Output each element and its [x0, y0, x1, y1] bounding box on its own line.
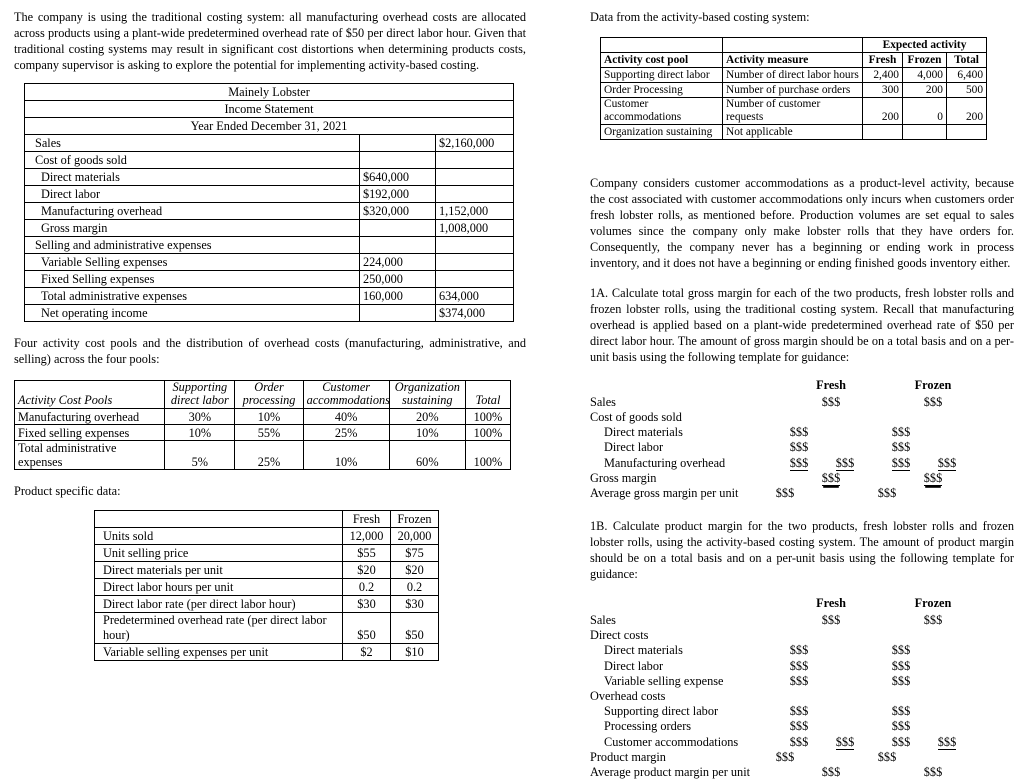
table-row: [15, 440, 511, 469]
template-1b-header-spacer: [590, 596, 762, 612]
acp-row-value: 60%: [389, 440, 465, 469]
abc-row-frozen: 0: [903, 97, 947, 124]
income-row-col1: $640,000: [359, 168, 435, 185]
template-row-label: Manufacturing overhead: [604, 455, 726, 470]
template-row-label: Direct labor: [604, 440, 664, 455]
table-row: [95, 578, 439, 595]
income-row-col1: $192,000: [359, 185, 435, 202]
template-amount-placeholder: $$$: [789, 734, 809, 749]
intro-paragraph: The company is using the traditional costing system: all manufacturing overhead costs are allocated across products using a plant-wide predetermined overhead rate of $50 per direct labor hour. Given that traditional costing systems may result in significant cost distortions when determining products costs, company supervisor is asking to explore the potential for implementing activity-based costing.: [14, 10, 526, 72]
acp-row-value: 25%: [303, 424, 389, 440]
template-row: [590, 471, 1014, 486]
abc-header-activity-cost-pool: Activity cost pool: [601, 52, 723, 67]
right-column: [590, 10, 1014, 780]
income-row-label: Fixed Selling expenses: [25, 270, 360, 287]
abc-row-total: 6,400: [947, 67, 987, 82]
template-fresh-col-b: [822, 735, 868, 750]
template-amount-placeholder: $$$: [891, 643, 911, 658]
psd-row-name: Direct materials per unit: [95, 561, 343, 578]
template-row-label: Direct materials: [604, 425, 683, 440]
template-frozen-col-a: [878, 456, 924, 471]
acp-row-name: Total administrative expenses: [15, 440, 165, 469]
table-row: [15, 424, 511, 440]
abc-expected-activity-table: [600, 37, 987, 140]
abc-row-fresh: 200: [863, 97, 903, 124]
template-fresh-col-a: [776, 674, 822, 689]
psd-row-value: $10: [391, 643, 439, 660]
income-row-col1: 160,000: [359, 287, 435, 304]
psd-row-value: 12,000: [343, 527, 391, 544]
abc-caption: Data from the activity-based costing system:: [590, 10, 810, 24]
template-row: [590, 659, 1014, 674]
template-amount-placeholder: $$$: [891, 658, 911, 673]
template-frozen-col-a: [864, 486, 910, 501]
income-statement-rows: [25, 134, 514, 321]
table-row: [25, 202, 514, 219]
template-row-label: Direct costs: [590, 628, 649, 643]
income-row-label: Total administrative expenses: [25, 287, 360, 304]
acp-header-row: [15, 380, 511, 408]
template-row: [590, 410, 1014, 425]
abc-row-fresh: 2,400: [863, 67, 903, 82]
abc-row-pool: Order Processing: [601, 82, 723, 97]
template-1b-header-fresh-a: [762, 596, 808, 612]
template-amount-placeholder: $$$: [789, 704, 809, 719]
income-row-label: Gross margin: [25, 219, 360, 236]
template-frozen-col-a: [878, 643, 924, 658]
template-row-label: Overhead costs: [590, 689, 666, 703]
template-row-label: Processing orders: [604, 719, 692, 734]
table-row: [25, 253, 514, 270]
income-row-col2: [435, 151, 513, 168]
acp-row-value: 10%: [235, 408, 303, 424]
template-fresh-col-a: [776, 735, 822, 750]
template-amount-placeholder: $$$: [891, 455, 911, 470]
abc-row-pool: Supporting direct labor: [601, 67, 723, 82]
table-row: [95, 561, 439, 578]
template-fresh-col-b: [808, 765, 854, 780]
psd-row-value: $55: [343, 544, 391, 561]
template-amount-placeholder: $$$: [891, 673, 911, 688]
abc-header-fresh: Fresh: [863, 52, 903, 67]
template-row: [590, 689, 1014, 704]
income-title-row-statement: [25, 100, 514, 117]
template-1a-block: [590, 378, 1014, 501]
psd-row-value: $20: [343, 561, 391, 578]
abc-row-pool: Customer accommodations: [601, 97, 723, 124]
income-row-col1: [359, 151, 435, 168]
psd-body: [95, 527, 439, 660]
template-amount-placeholder: $$$: [891, 704, 911, 719]
income-row-col1: 224,000: [359, 253, 435, 270]
template-row: [590, 704, 1014, 719]
template-1a-rows: [590, 395, 1014, 501]
table-row: [25, 270, 514, 287]
template-amount-placeholder: $$$: [923, 613, 943, 628]
template-row: [590, 735, 1014, 750]
template-frozen-col-a: [878, 440, 924, 455]
acp-row-value: 100%: [465, 440, 510, 469]
psd-row-name: Predetermined overhead rate (per direct labor hour): [95, 612, 343, 643]
template-row: [590, 425, 1014, 440]
income-row-col2: [435, 168, 513, 185]
abc-row-total: 500: [947, 82, 987, 97]
income-row-col2: [435, 270, 513, 287]
acp-row-value: 100%: [465, 424, 510, 440]
acp-row-value: 5%: [165, 440, 235, 469]
income-row-col2: [435, 253, 513, 270]
table-row: [601, 97, 987, 124]
income-row-label: Direct labor: [25, 185, 360, 202]
abc-row-measure: Number of customer requests: [723, 97, 863, 124]
template-row: [590, 395, 1014, 410]
template-row: [590, 440, 1014, 455]
template-row: [590, 750, 1014, 765]
income-row-label: Variable Selling expenses: [25, 253, 360, 270]
income-statement-block: [24, 83, 526, 322]
income-row-col2: [435, 236, 513, 253]
template-1b-header-row: [590, 596, 1014, 612]
table-row: [25, 219, 514, 236]
abc-group-blank-1: [601, 37, 723, 52]
template-row-label: Gross margin: [590, 470, 657, 485]
income-statement-table: [24, 83, 514, 322]
template-1b-header-frozen: Frozen: [914, 596, 952, 611]
income-statement-body: [25, 83, 514, 134]
template-fresh-col-b: [808, 613, 854, 628]
template-row-label: Average gross margin per unit: [590, 485, 739, 500]
abc-header-row: [601, 52, 987, 67]
template-fresh-col-b: [808, 471, 854, 486]
acp-header-total: Total: [465, 380, 510, 408]
abc-row-frozen: [903, 124, 947, 139]
template-amount-placeholder: $$$: [821, 764, 841, 779]
income-row-col1: [359, 236, 435, 253]
abc-row-measure: Number of direct labor hours: [723, 67, 863, 82]
template-1a-header-spacer: [590, 378, 762, 394]
abc-row-measure: Not applicable: [723, 124, 863, 139]
template-row-label: Direct materials: [604, 643, 683, 658]
template-frozen-col-a: [878, 674, 924, 689]
template-frozen-col-b: [924, 456, 970, 471]
income-row-col2: $374,000: [435, 304, 513, 321]
acp-row-value: 55%: [235, 424, 303, 440]
template-frozen-col-b: [910, 395, 956, 410]
template-frozen-col-a: [864, 750, 910, 765]
template-fresh-col-b: [822, 456, 868, 471]
income-company-name: Mainely Lobster: [25, 83, 514, 100]
template-frozen-col-a: [878, 735, 924, 750]
pools-paragraph: Four activity cost pools and the distribution of overhead costs (manufacturing, administrative, and selling) across the four pools:: [14, 335, 526, 366]
table-row: [601, 67, 987, 82]
template-amount-placeholder: $$$: [923, 764, 943, 779]
template-amount-placeholder: $$$: [789, 673, 809, 688]
template-row-label: Sales: [590, 613, 616, 628]
psd-row-value: $50: [343, 612, 391, 643]
template-amount-placeholder: $$$: [891, 734, 911, 749]
template-amount-placeholder: $$$: [923, 394, 943, 409]
template-amount-placeholder: $$$: [775, 749, 795, 764]
notes-paragraph: Company considers customer accommodations as a product-level activity, because the cost associated with customer accommodations only incurs when customers order fresh lobster rolls, as mentioned before. Production volumes are set equal to sales volumes since the company only make lobster rolls that they have orders for. Consequently, the company never has a beginning or ending work in process inventory, and it does not have a beginning or ending finished goods inventory either.: [590, 175, 1014, 270]
abc-row-fresh: 300: [863, 82, 903, 97]
income-row-col1: [359, 219, 435, 236]
psd-row-value: 20,000: [391, 527, 439, 544]
table-row: [25, 304, 514, 321]
template-amount-placeholder: $$$: [891, 719, 911, 734]
abc-row-measure: Number of purchase orders: [723, 82, 863, 97]
template-amount-placeholder: $$$: [789, 440, 809, 455]
abc-row-total: 200: [947, 97, 987, 124]
template-row: [590, 674, 1014, 689]
abc-table-block: [600, 37, 1014, 140]
table-row: [25, 236, 514, 253]
template-1b-header-frozen-a: [864, 596, 910, 612]
table-row: [25, 287, 514, 304]
acp-header-order-processing: Order processing: [235, 380, 303, 408]
acp-row-value: 30%: [165, 408, 235, 424]
abc-group-header-row: [601, 37, 987, 52]
template-amount-placeholder: $$$: [877, 749, 897, 764]
template-1a-header-row: [590, 378, 1014, 394]
acp-row-value: 10%: [389, 424, 465, 440]
template-fresh-col-a: [776, 719, 822, 734]
psd-row-value: $75: [391, 544, 439, 561]
template-row: [590, 643, 1014, 658]
psd-row-name: Variable selling expenses per unit: [95, 643, 343, 660]
template-1a-header-fresh: Fresh: [816, 377, 846, 392]
psd-header-frozen: Frozen: [391, 510, 439, 527]
table-row: [95, 544, 439, 561]
template-amount-placeholder: $$$: [789, 455, 809, 470]
psd-row-value: $2: [343, 643, 391, 660]
template-frozen-col-b: [924, 735, 970, 750]
acp-header-label: Activity Cost Pools: [15, 380, 165, 408]
template-fresh-col-a: [776, 659, 822, 674]
income-row-label: Sales: [25, 134, 360, 151]
acp-row-value: 25%: [235, 440, 303, 469]
table-row: [95, 527, 439, 544]
template-row: [590, 486, 1014, 501]
template-fresh-col-a: [776, 643, 822, 658]
table-row: [25, 151, 514, 168]
template-frozen-col-b: [910, 613, 956, 628]
acp-row-value: 20%: [389, 408, 465, 424]
template-row-label: Direct labor: [604, 658, 664, 673]
income-row-label: Net operating income: [25, 304, 360, 321]
template-amount-placeholder: $$$: [821, 470, 841, 485]
template-1b-block: [590, 596, 1014, 780]
question-1b: 1B. Calculate product margin for the two products, fresh lobster rolls and frozen lobster rolls, using the activity-based costing system. The amount of product margin should be on a total basis and on a per-unit basis using the following template for guidance:: [590, 519, 1014, 582]
psd-row-value: $30: [391, 595, 439, 612]
psd-row-name: Unit selling price: [95, 544, 343, 561]
acp-row-name: Fixed selling expenses: [15, 424, 165, 440]
psd-row-name: Direct labor hours per unit: [95, 578, 343, 595]
template-row-label: Cost of goods sold: [590, 410, 682, 424]
template-fresh-col-a: [762, 750, 808, 765]
table-row: [601, 82, 987, 97]
template-1b-header-fresh: Fresh: [816, 596, 846, 611]
abc-row-frozen: 4,000: [903, 67, 947, 82]
template-frozen-col-b: [910, 765, 956, 780]
acp-body: [15, 408, 511, 469]
left-column: [14, 10, 526, 661]
template-amount-placeholder: $$$: [775, 485, 795, 500]
abc-body: [601, 67, 987, 139]
abc-row-frozen: 200: [903, 82, 947, 97]
income-title-row-period: [25, 117, 514, 134]
template-amount-placeholder: $$$: [789, 643, 809, 658]
table-row: [25, 185, 514, 202]
abc-row-pool: Organization sustaining: [601, 124, 723, 139]
template-frozen-col-a: [878, 719, 924, 734]
template-row-label: Supporting direct labor: [604, 704, 719, 719]
product-data-caption: Product specific data:: [14, 483, 121, 498]
template-amount-placeholder: $$$: [789, 719, 809, 734]
template-1a-header-frozen: Frozen: [914, 377, 952, 392]
product-specific-data-table: [94, 510, 439, 661]
income-row-label: Direct materials: [25, 168, 360, 185]
acp-header-supporting-direct-labor: Supporting direct labor: [165, 380, 235, 408]
psd-row-name: Direct labor rate (per direct labor hour): [95, 595, 343, 612]
template-amount-placeholder: $$$: [789, 425, 809, 440]
acp-row-value: 100%: [465, 408, 510, 424]
template-fresh-col-a: [776, 704, 822, 719]
template-fresh-col-b: [808, 395, 854, 410]
template-frozen-col-a: [878, 704, 924, 719]
template-amount-placeholder: $$$: [789, 658, 809, 673]
template-amount-placeholder: $$$: [891, 440, 911, 455]
acp-header-organization-sustaining: Organization sustaining: [389, 380, 465, 408]
psd-header-blank: [95, 510, 343, 527]
table-row: [95, 595, 439, 612]
template-amount-placeholder: $$$: [937, 734, 957, 749]
activity-cost-pools-table: [14, 380, 511, 470]
income-row-label: Cost of goods sold: [25, 151, 360, 168]
template-row-label: Product margin: [590, 749, 666, 764]
template-row: [590, 456, 1014, 471]
template-amount-placeholder: $$$: [821, 394, 841, 409]
template-fresh-col-a: [776, 440, 822, 455]
income-row-col2: [435, 185, 513, 202]
acp-row-value: 10%: [165, 424, 235, 440]
income-title-row-company: [25, 83, 514, 100]
template-fresh-col-a: [776, 456, 822, 471]
template-row: [590, 613, 1014, 628]
psd-header-fresh: Fresh: [343, 510, 391, 527]
acp-row-value: 10%: [303, 440, 389, 469]
abc-header-activity-measure: Activity measure: [723, 52, 863, 67]
table-row: [15, 408, 511, 424]
psd-row-value: 0.2: [343, 578, 391, 595]
income-row-col2: 1,008,000: [435, 219, 513, 236]
template-row: [590, 719, 1014, 734]
income-row-col2: $2,160,000: [435, 134, 513, 151]
template-fresh-col-a: [776, 425, 822, 440]
template-amount-placeholder: $$$: [923, 470, 943, 485]
psd-row-value: $50: [391, 612, 439, 643]
template-frozen-col-a: [878, 425, 924, 440]
income-row-col2: 634,000: [435, 287, 513, 304]
template-row-label: Average product margin per unit: [590, 764, 751, 779]
income-statement-title: Income Statement: [25, 100, 514, 117]
activity-cost-pools-block: [14, 380, 526, 470]
table-row: [25, 168, 514, 185]
product-specific-data-block: [94, 510, 526, 661]
template-row-label: Variable selling expense: [604, 673, 724, 688]
template-fresh-col-a: [762, 486, 808, 501]
template-frozen-col-a: [878, 659, 924, 674]
abc-row-fresh: [863, 124, 903, 139]
acp-row-value: 40%: [303, 408, 389, 424]
template-1a-header-fresh-a: [762, 378, 808, 394]
abc-group-blank-2: [723, 37, 863, 52]
income-row-col1: 250,000: [359, 270, 435, 287]
income-row-col1: [359, 134, 435, 151]
acp-header-customer-accommodations: Customer accommodations: [303, 380, 389, 408]
template-amount-placeholder: $$$: [891, 425, 911, 440]
template-amount-placeholder: $$$: [821, 613, 841, 628]
income-row-col1: $320,000: [359, 202, 435, 219]
psd-row-value: $20: [391, 561, 439, 578]
psd-row-value: 0.2: [391, 578, 439, 595]
abc-row-total: [947, 124, 987, 139]
template-row-label: Sales: [590, 394, 616, 409]
template-frozen-col-b: [910, 471, 956, 486]
abc-header-total: Total: [947, 52, 987, 67]
income-row-col1: [359, 304, 435, 321]
template-1a-header-frozen-a: [864, 378, 910, 394]
psd-row-name: Units sold: [95, 527, 343, 544]
abc-header-frozen: Frozen: [903, 52, 947, 67]
table-row: [601, 124, 987, 139]
psd-header-row: [95, 510, 439, 527]
income-row-label: Manufacturing overhead: [25, 202, 360, 219]
template-row: [590, 765, 1014, 780]
income-row-label: Selling and administrative expenses: [25, 236, 360, 253]
template-row: [590, 628, 1014, 643]
question-1a: 1A. Calculate total gross margin for each of the two products, fresh lobster rolls and frozen lobster rolls, using the traditional costing system. Recall that manufacturing overhead is applied based on a plant-wide predetermined overhead rate of $50 per direct labor hour. The amount of gross margin should be on a total basis and on a per-unit basis using the following template for guidance:: [590, 285, 1014, 364]
table-row: [95, 643, 439, 660]
table-row: [25, 134, 514, 151]
template-amount-placeholder: $$$: [835, 734, 855, 749]
template-amount-placeholder: $$$: [835, 455, 855, 470]
template-amount-placeholder: $$$: [937, 455, 957, 470]
income-row-col2: 1,152,000: [435, 202, 513, 219]
template-amount-placeholder: $$$: [877, 485, 897, 500]
template-row-label: Customer accommodations: [604, 734, 739, 749]
psd-row-value: $30: [343, 595, 391, 612]
abc-group-header-expected-activity: Expected activity: [863, 37, 987, 52]
template-1b-rows: [590, 613, 1014, 780]
income-statement-period: Year Ended December 31, 2021: [25, 117, 514, 134]
acp-row-name: Manufacturing overhead: [15, 408, 165, 424]
